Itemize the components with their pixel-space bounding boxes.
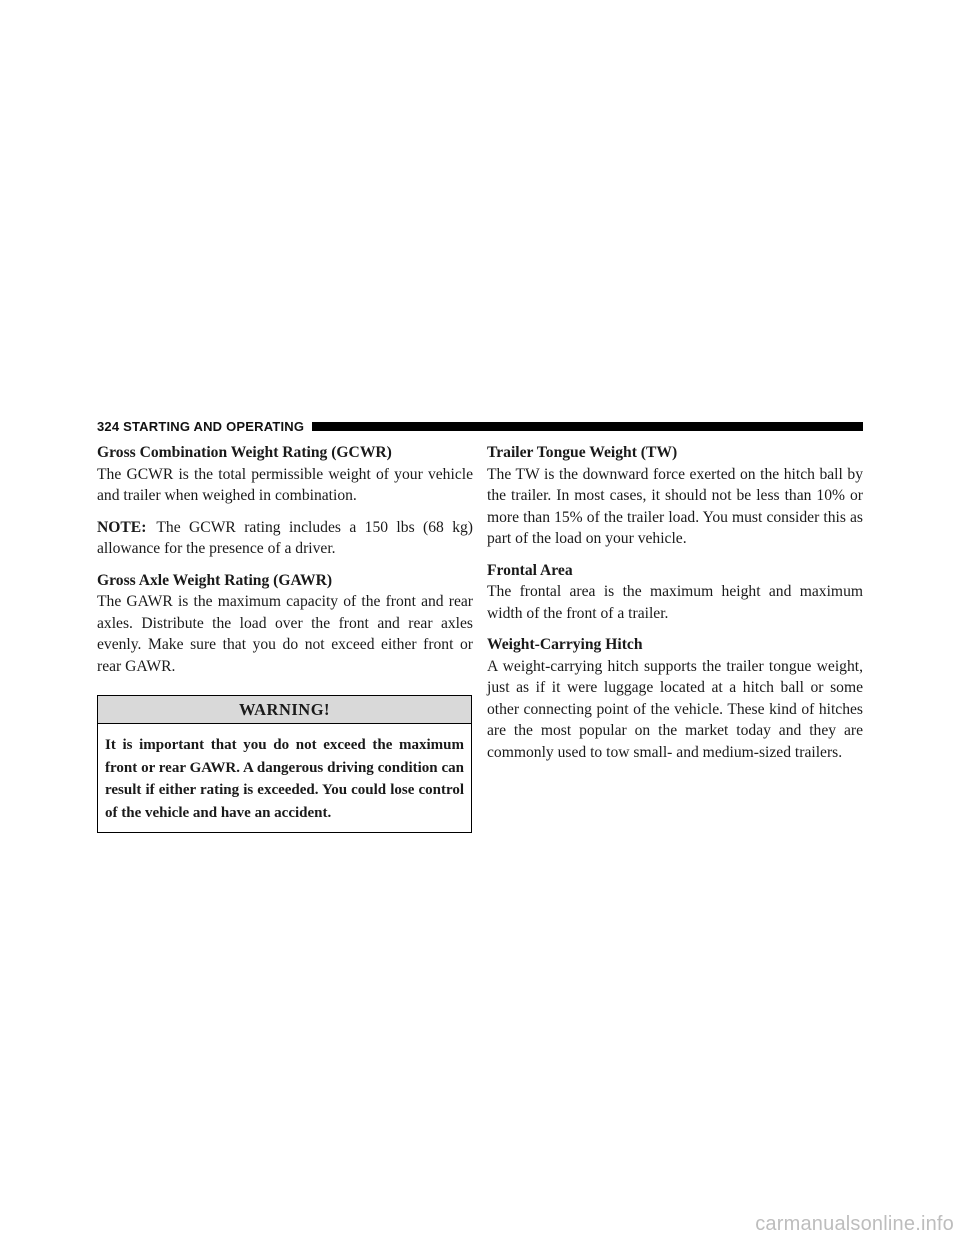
warning-text: It is important that you do not exceed the maximum front or rear GAWR. A dangerous driving condition can result if either rating is exceeded. You could lose control of the vehicle and have an accident. <box>105 737 464 821</box>
gawr-section <box>97 570 473 678</box>
watermark: carmanualsonline.info <box>755 1213 954 1235</box>
right-column <box>487 442 863 773</box>
tongue-weight-heading: Trailer Tongue Weight (TW) <box>487 444 678 461</box>
frontal-area-text: The frontal area is the maximum height and maximum width of the front of a trailer. <box>487 583 863 622</box>
gcwr-text: The GCWR is the total permissible weight of your vehicle and trailer when weighed in combination. <box>97 465 473 504</box>
tongue-weight-text: The TW is the downward force exerted on the hitch ball by the trailer. In most cases, it should not be less than 10% or more than 15% of the trailer load. You must consider this as part of the load on your vehicle. <box>487 465 863 547</box>
frontal-area-heading: Frontal Area <box>487 561 573 579</box>
gcwr-section <box>97 442 473 507</box>
hitch-text: A weight-carrying hitch supports the trailer tongue weight, just as if it were luggage located at a hitch ball or some other connecting point of the vehicle. These kind of hitches are the most popular on the market today and they are commonly used to tow small- and medium-sized trailers. <box>487 657 863 761</box>
page-number-section-title: 324 STARTING AND OPERATING <box>97 418 305 434</box>
gcwr-heading: Gross Combination Weight Rating (GCWR) <box>97 444 392 461</box>
warning-box <box>97 695 472 833</box>
gawr-heading: Gross Axle Weight Rating (GAWR) <box>97 571 333 589</box>
note-text: The GCWR rating includes a 150 lbs (68 kg) allowance for the presence of a driver. <box>97 518 473 557</box>
frontal-area-section <box>487 560 863 625</box>
header-rule <box>312 422 863 431</box>
note-paragraph <box>97 517 473 560</box>
note-label: NOTE: <box>97 518 147 536</box>
left-column <box>97 442 473 833</box>
page-header <box>97 417 863 435</box>
tongue-weight-section <box>487 442 863 550</box>
warning-title: WARNING! <box>98 696 471 724</box>
hitch-heading: Weight-Carrying Hitch <box>487 636 643 653</box>
gawr-text: The GAWR is the maximum capacity of the front and rear axles. Distribute the load over the front and rear axles evenly. Make sure that you do not exceed either front or rear GAWR. <box>97 593 473 675</box>
hitch-section <box>487 634 863 763</box>
